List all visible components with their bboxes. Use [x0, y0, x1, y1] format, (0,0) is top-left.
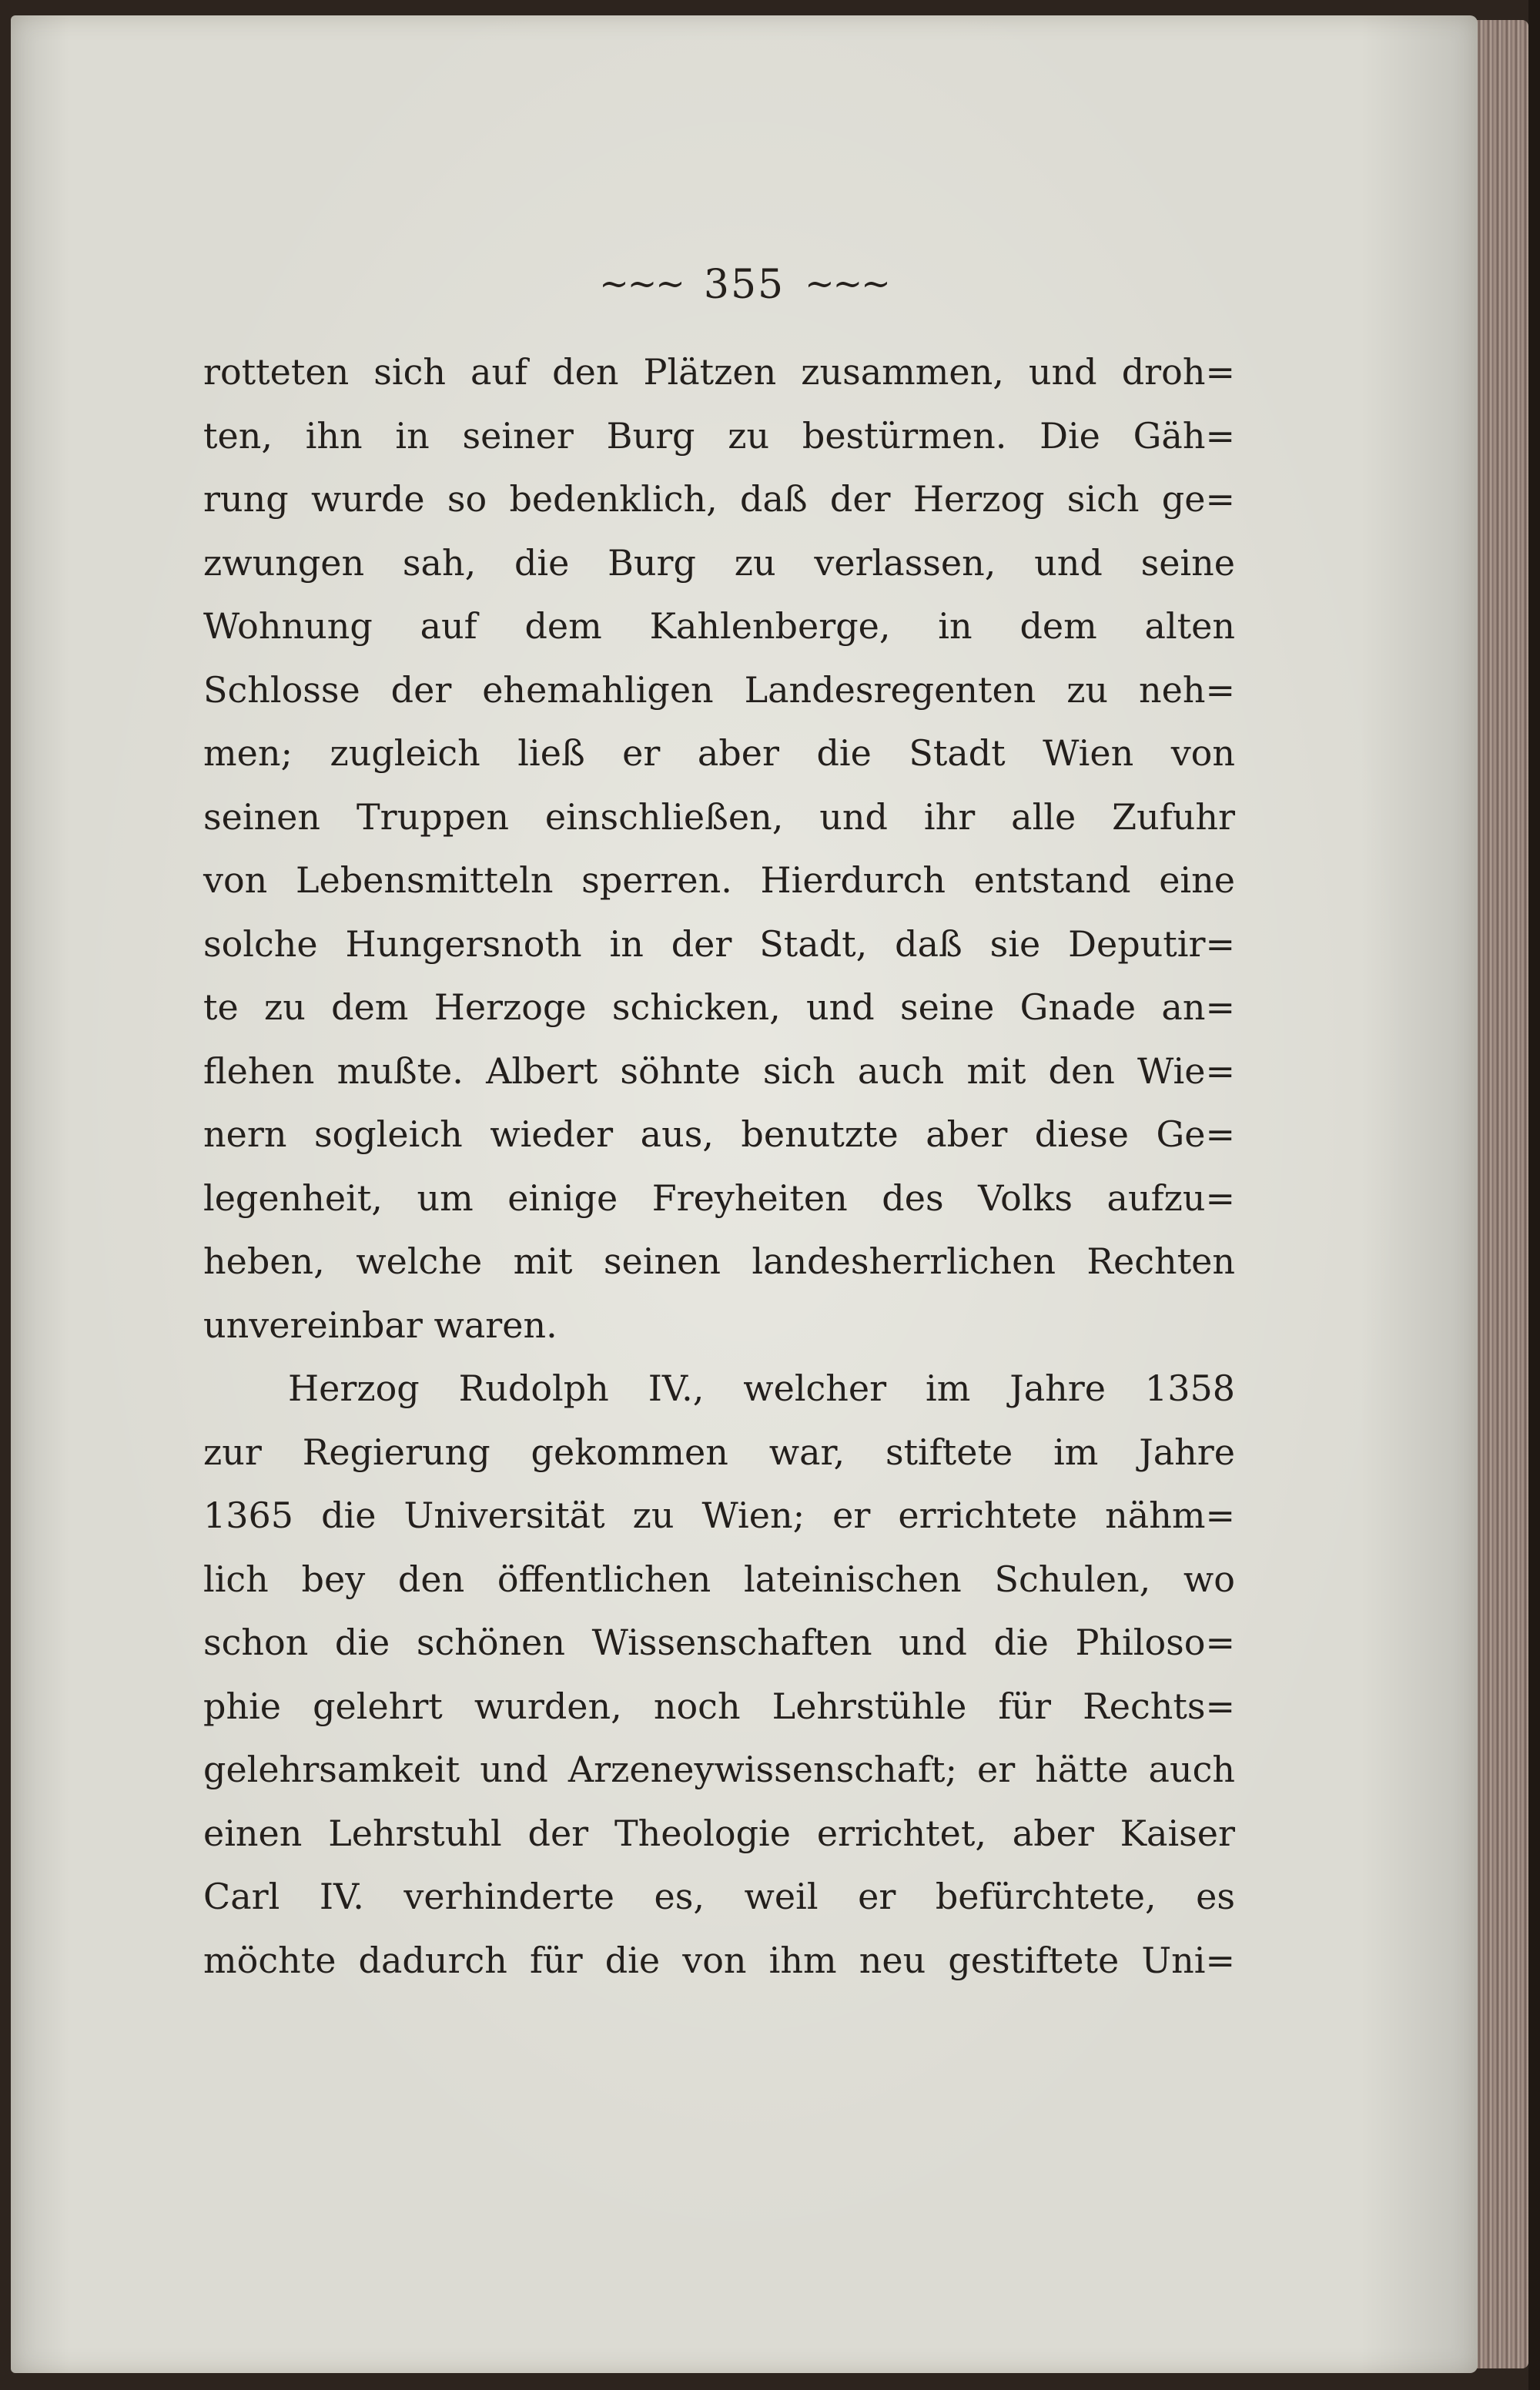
text-line: ten, ihn in seiner Burg zu bestürmen. Die Gäh= — [203, 414, 1235, 457]
text-line: rung wurde so bedenklich, daß der Herzog sich ge= — [203, 478, 1235, 520]
text-line: nern sogleich wieder aus, benutzte aber diese Ge= — [203, 1113, 1235, 1155]
text-line: unvereinbar waren. — [203, 1304, 557, 1346]
text-line: einen Lehrstuhl der Theologie errichtet, aber Kaiser — [203, 1812, 1235, 1854]
page-number: 355 — [703, 262, 785, 308]
book-page — [11, 15, 1478, 2373]
text-line: Herzog Rudolph IV., welcher im Jahre 1358 — [288, 1367, 1235, 1409]
text-line: rotteten sich auf den Plätzen zusammen, und droh= — [203, 351, 1235, 393]
ornament-right: ~~~ — [805, 262, 889, 304]
page-header — [11, 262, 1478, 309]
ornament-left: ~~~ — [599, 262, 684, 304]
text-line: flehen mußte. Albert söhnte sich auch mit den Wie= — [203, 1049, 1235, 1092]
text-line: Wohnung auf dem Kahlenberge, in dem alten — [203, 605, 1235, 647]
text-line: Schlosse der ehemahligen Landesregenten zu neh= — [203, 668, 1235, 711]
text-line: seinen Truppen einschließen, und ihr alle Zufuhr — [203, 795, 1235, 838]
text-line: phie gelehrt wurden, noch Lehrstühle für Rechts= — [203, 1685, 1235, 1727]
text-line: Carl IV. verhinderte es, weil er befürchtete, es — [203, 1876, 1235, 1917]
text-line: solche Hungersnoth in der Stadt, daß sie Deputir= — [203, 922, 1235, 965]
paragraph-1 — [203, 340, 1235, 1357]
body-text — [203, 340, 1235, 1992]
binding-shadow — [1528, 0, 1540, 2390]
text-line: heben, welche mit seinen landesherrlichen Rechten — [203, 1240, 1235, 1282]
text-line: legenheit, um einige Freyheiten des Volks aufzu= — [203, 1177, 1235, 1219]
text-line: schon die schönen Wissenschaften und die Philoso= — [203, 1622, 1235, 1663]
paragraph-2 — [203, 1357, 1235, 1992]
text-line: lich bey den öffentlichen lateinischen Schulen, wo — [203, 1558, 1235, 1600]
text-line: von Lebensmitteln sperren. Hierdurch entstand eine — [203, 859, 1235, 901]
text-line: 1365 die Universität zu Wien; er errichtete nähm= — [203, 1495, 1235, 1536]
text-line: zwungen sah, die Burg zu verlassen, und seine — [203, 541, 1235, 584]
page-edges — [1475, 20, 1528, 2368]
text-line: möchte dadurch für die von ihm neu gestiftete Uni= — [203, 1939, 1235, 1981]
text-line: zur Regierung gekommen war, stiftete im Jahre — [203, 1431, 1235, 1473]
text-line: te zu dem Herzoge schicken, und seine Gnade an= — [203, 986, 1235, 1028]
text-line: men; zugleich ließ er aber die Stadt Wien von — [203, 732, 1235, 774]
text-line: gelehrsamkeit und Arzeneywissenschaft; er hätte auch — [203, 1749, 1235, 1790]
